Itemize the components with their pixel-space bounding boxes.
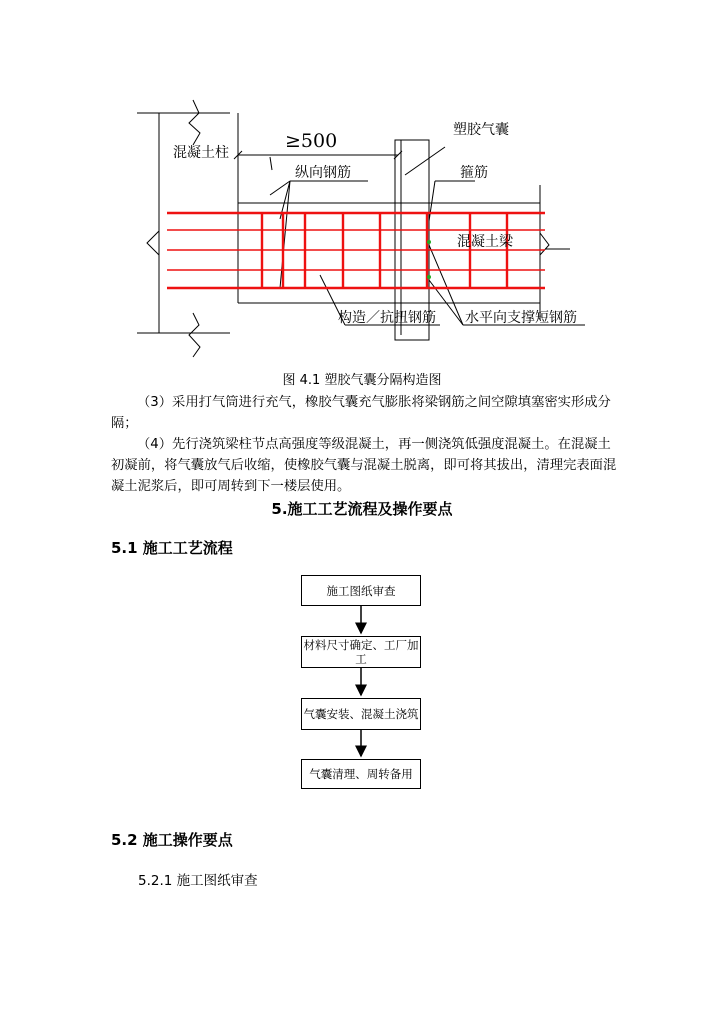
flow-step-4: 气囊清理、周转备用 bbox=[301, 759, 421, 789]
label-concrete-column: 混凝土柱 bbox=[173, 145, 229, 161]
label-min-distance: ≥500 bbox=[285, 130, 338, 152]
flow-step-1: 施工图纸审查 bbox=[301, 575, 421, 606]
subsection-heading-5-2-1: 5.2.1 施工图纸审查 bbox=[138, 873, 258, 889]
label-rubber-airbag: 塑胶气囊 bbox=[453, 122, 509, 138]
label-concrete-beam: 混凝土梁 bbox=[457, 234, 513, 250]
paragraph-3: （3）采用打气筒进行充气，橡胶气囊充气膨胀将梁钢筋之间空隙填塞密实形成分隔； bbox=[111, 395, 611, 431]
label-stirrup: 箍筋 bbox=[460, 165, 488, 181]
section-heading-5: 5.施工工艺流程及操作要点 bbox=[271, 500, 453, 518]
section-heading-5-2: 5.2 施工操作要点 bbox=[111, 831, 233, 849]
paragraph-4: （4）先行浇筑梁柱节点高强度等级混凝土，再一侧浇筑低强度混凝土。在混凝土初凝前，将气囊放气后收缩，使橡胶气囊与混凝土脱离，即可将其拔出，清理完表面混凝土泥浆后，即可周转到下一楼层使用。 bbox=[111, 437, 617, 494]
label-horizontal-support: 水平向支撑短钢筋 bbox=[465, 310, 577, 326]
label-torsion-rebar: 构造／抗扭钢筋 bbox=[338, 310, 436, 326]
flow-step-3: 气囊安装、混凝土浇筑 bbox=[301, 698, 421, 730]
label-longitudinal-rebar: 纵向钢筋 bbox=[295, 165, 351, 181]
flow-step-2: 材料尺寸确定、工厂加工 bbox=[301, 636, 421, 668]
section-heading-5-1: 5.1 施工工艺流程 bbox=[111, 539, 233, 557]
figure-caption: 图 4.1 塑胶气囊分隔构造图 bbox=[282, 373, 442, 388]
